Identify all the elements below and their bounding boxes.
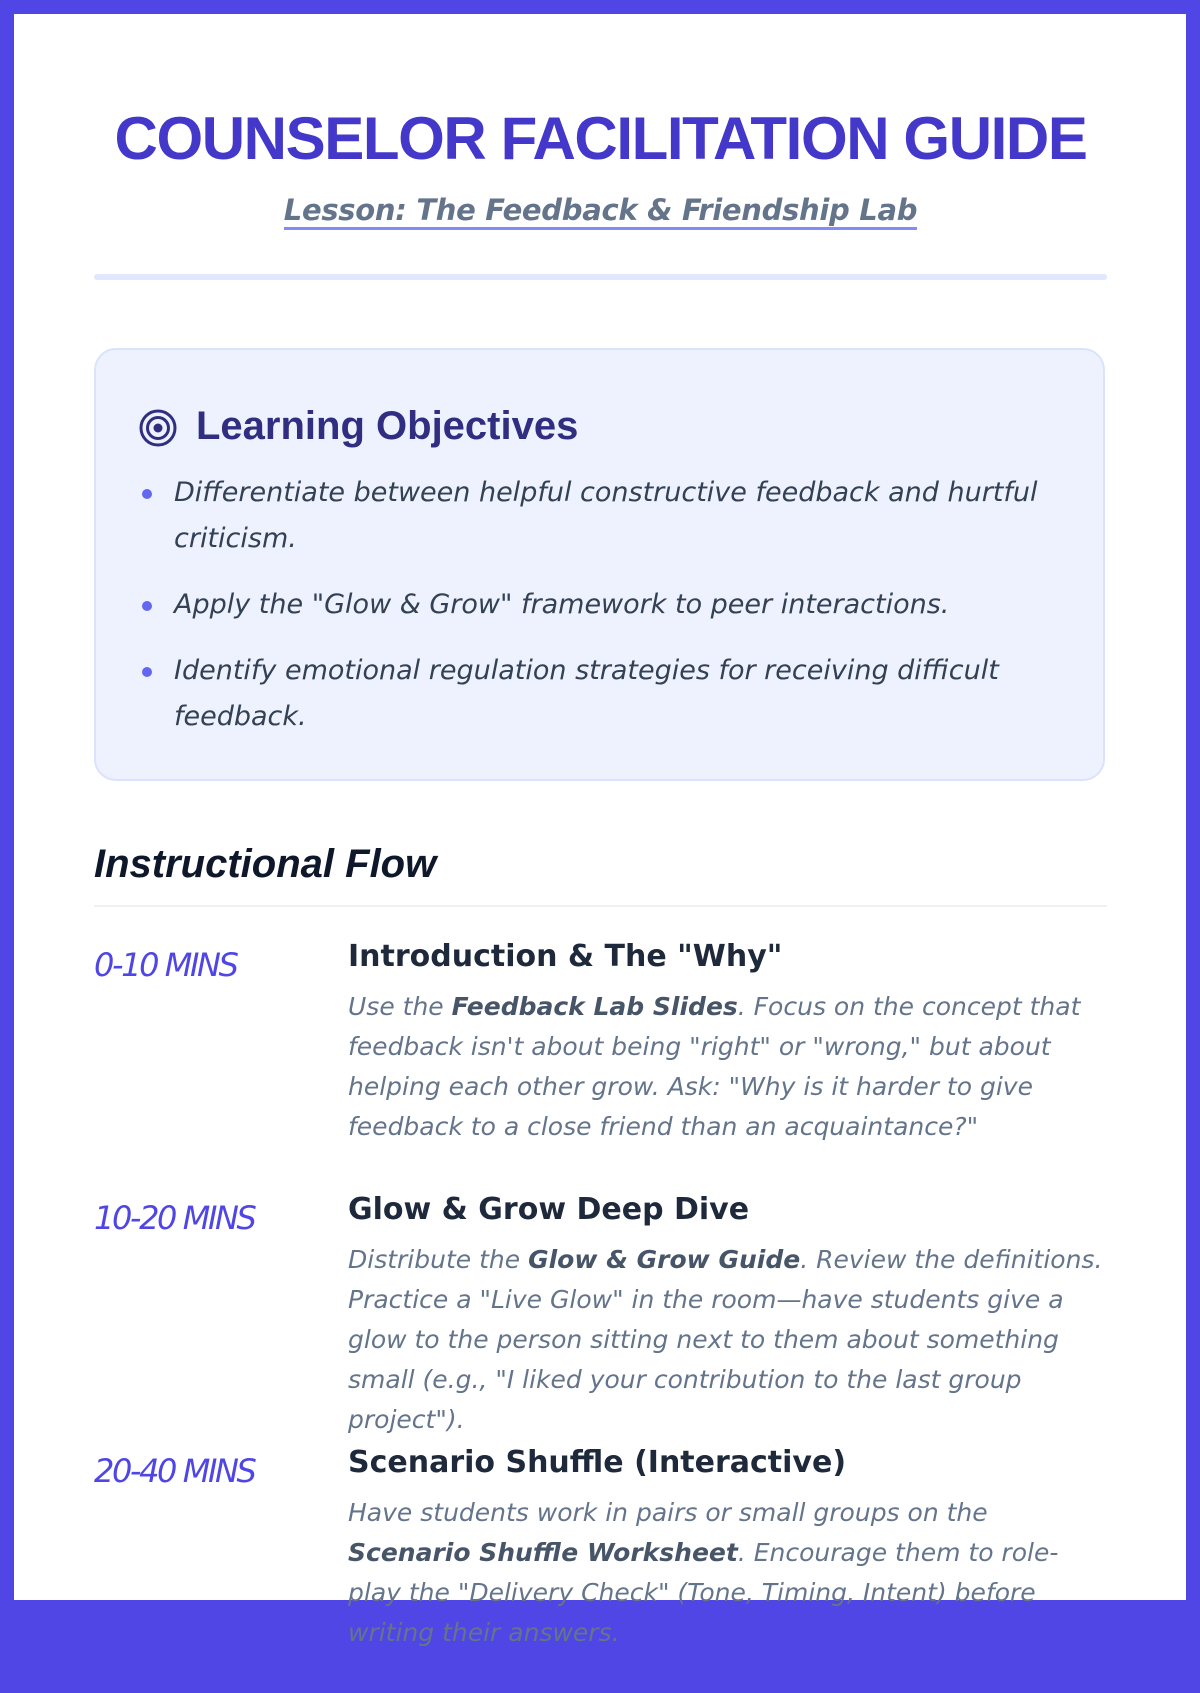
- resource-name: Glow & Grow Guide: [528, 1245, 801, 1274]
- lesson-subtitle-text: Lesson: The Feedback & Friendship Lab: [284, 193, 917, 230]
- bullet-icon: [142, 489, 152, 499]
- objective-item: [96, 648, 1107, 740]
- instructional-flow-heading: Instructional Flow: [94, 842, 437, 886]
- step-description: Use the Feedback Lab Slides. Focus on the concept that feedback isn't about being "right" or "wrong," but about helping each other grow. Ask: "Why is it harder to give feedback to a close friend than an acquaintance?": [348, 992, 1081, 1141]
- flow-step: [94, 1440, 1107, 1693]
- objective-text: Identify emotional regulation strategies for receiving difficult feedback.: [174, 655, 999, 732]
- step-description: Distribute the Glow & Grow Guide. Review the definitions. Practice a "Live Glow" in the room—have students give a glow to the person sitting next to them about something small (e.g., "I liked your contribution to the last group project").: [348, 1245, 1103, 1434]
- step-time: 10-20 MINS: [94, 1199, 255, 1237]
- objective-text: Differentiate between helpful constructive feedback and hurtful criticism.: [174, 477, 1038, 554]
- flow-divider: [94, 905, 1107, 907]
- flow-step: [94, 1187, 1107, 1440]
- target-icon: [138, 408, 178, 448]
- objectives-heading: Learning Objectives: [196, 404, 579, 448]
- resource-name: Feedback Lab Slides: [451, 992, 738, 1021]
- objective-item: [96, 470, 1107, 562]
- objective-item: [96, 582, 1107, 628]
- flow-step: [94, 934, 1107, 1187]
- guide-page: [14, 14, 1186, 1647]
- page-title: COUNSELOR FACILITATION GUIDE: [114, 105, 1087, 172]
- step-title: Scenario Shuffle (Interactive): [348, 1445, 847, 1480]
- bullet-icon: [142, 667, 152, 677]
- bullet-icon: [142, 601, 152, 611]
- lesson-subtitle: [94, 190, 1107, 235]
- step-description: Have students work in pairs or small groups on the Scenario Shuffle Worksheet. Encourage them to role-play the "Delivery Check" (Tone, Timing, Intent) before writing their answers.: [348, 1498, 1059, 1647]
- step-time: 0-10 MINS: [94, 946, 237, 984]
- objective-text: Apply the "Glow & Grow" framework to peer interactions.: [174, 589, 950, 620]
- resource-name: Scenario Shuffle Worksheet: [348, 1538, 738, 1567]
- step-title: Introduction & The "Why": [348, 939, 783, 974]
- header-divider: [94, 274, 1107, 280]
- step-time: 20-40 MINS: [94, 1452, 255, 1490]
- learning-objectives-panel: [94, 348, 1105, 781]
- step-title: Glow & Grow Deep Dive: [348, 1192, 750, 1227]
- instructional-flow-list: [94, 934, 1107, 1693]
- objectives-list: [96, 470, 1107, 760]
